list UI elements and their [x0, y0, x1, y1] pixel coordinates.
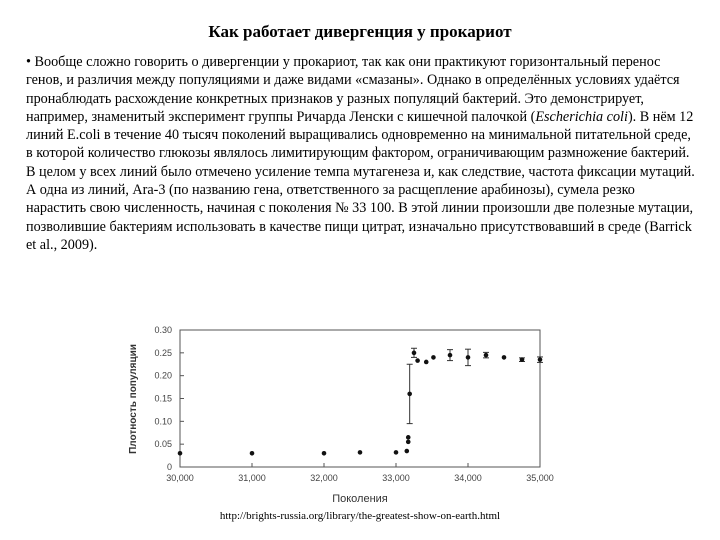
y-tick-label: 0: [166, 462, 172, 472]
x-axis-label: Поколения: [332, 493, 388, 505]
data-point: [406, 440, 411, 445]
data-point: [412, 351, 417, 356]
x-tick-label: 34,000: [454, 473, 482, 483]
y-tick-label: 0.20: [154, 370, 172, 381]
plot-frame: [180, 330, 540, 467]
x-tick-label: 30,000: [166, 473, 194, 483]
paragraph-2: В целом у всех линий было отмечено усиление темпа мутагенеза и, как следствие, частота фиксации мутаций. А одна из линий, Ara-3 (по названию гена, ответственного за расщепление арабинозы), сумела резко нарастить свою численность, начиная с поколения № 33 100. В этой линии произошли две полезные мутации, позволившие бактериям использовать в качестве пищи цитрат, изначально присутствовавший в среде (Barrick et al., 2009).: [26, 163, 695, 253]
data-point: [250, 451, 255, 456]
data-point: [484, 353, 489, 358]
y-tick-label: 0.10: [154, 416, 172, 427]
x-tick-label: 31,000: [238, 473, 266, 483]
data-point: [431, 355, 436, 360]
x-tick-label: 35,000: [526, 473, 554, 483]
data-point: [415, 358, 420, 363]
source-link[interactable]: http://brights-russia.org/library/the-greatest-show-on-earth.html: [219, 510, 501, 522]
data-point: [466, 355, 471, 360]
data-point: [424, 360, 429, 365]
data-point: [448, 353, 453, 358]
data-point: [538, 357, 543, 362]
y-axis-label: Плотность популяции: [128, 344, 139, 454]
paragraph-1-end: ). В нём 12 линий E.coli в течение 40 тысяч поколений выращивались одновременно на минимальной питательной среде, в которой количество глюкозы являлось лимитирующим фактором, ограничивающим размножение бактерий.: [26, 108, 694, 162]
data-point: [406, 435, 411, 440]
population-chart: [120, 322, 560, 512]
slide-title: Как работает дивергенция у прокариот: [208, 22, 512, 41]
y-tick-label: 0.30: [154, 325, 172, 335]
data-point: [502, 355, 507, 360]
chart-ticks: [154, 325, 553, 483]
data-point: [405, 449, 410, 454]
chart-axes: [180, 330, 540, 467]
y-tick-label: 0.05: [154, 439, 172, 450]
paragraph-1: [26, 53, 698, 163]
y-tick-label: 0.15: [154, 393, 172, 404]
chart-marks: [178, 348, 543, 455]
data-point: [358, 450, 363, 455]
paragraph-1-start: • Вообще сложно говорить о дивергенции у прокариот, так как они практикуют горизонтальный перенос генов, и различия между популяциями и даже видами «смазаны». Однако в определённых условиях удаётся пронаблюдать расхождение конкретных признаков у разных популяций бактерий. Это демонстрирует, например, знаменитый эксперимент группы Ричарда Ленски с кишечной палочкой (: [26, 54, 680, 125]
slide-body: [26, 53, 698, 254]
data-point: [394, 450, 399, 455]
data-point: [407, 392, 412, 397]
data-point: [520, 357, 525, 362]
x-tick-label: 32,000: [310, 473, 338, 483]
y-tick-label: 0.25: [154, 347, 172, 358]
x-tick-label: 33,000: [382, 473, 410, 483]
data-point: [322, 451, 327, 456]
data-point: [178, 451, 183, 456]
species-name: Escherichia coli: [535, 108, 628, 125]
